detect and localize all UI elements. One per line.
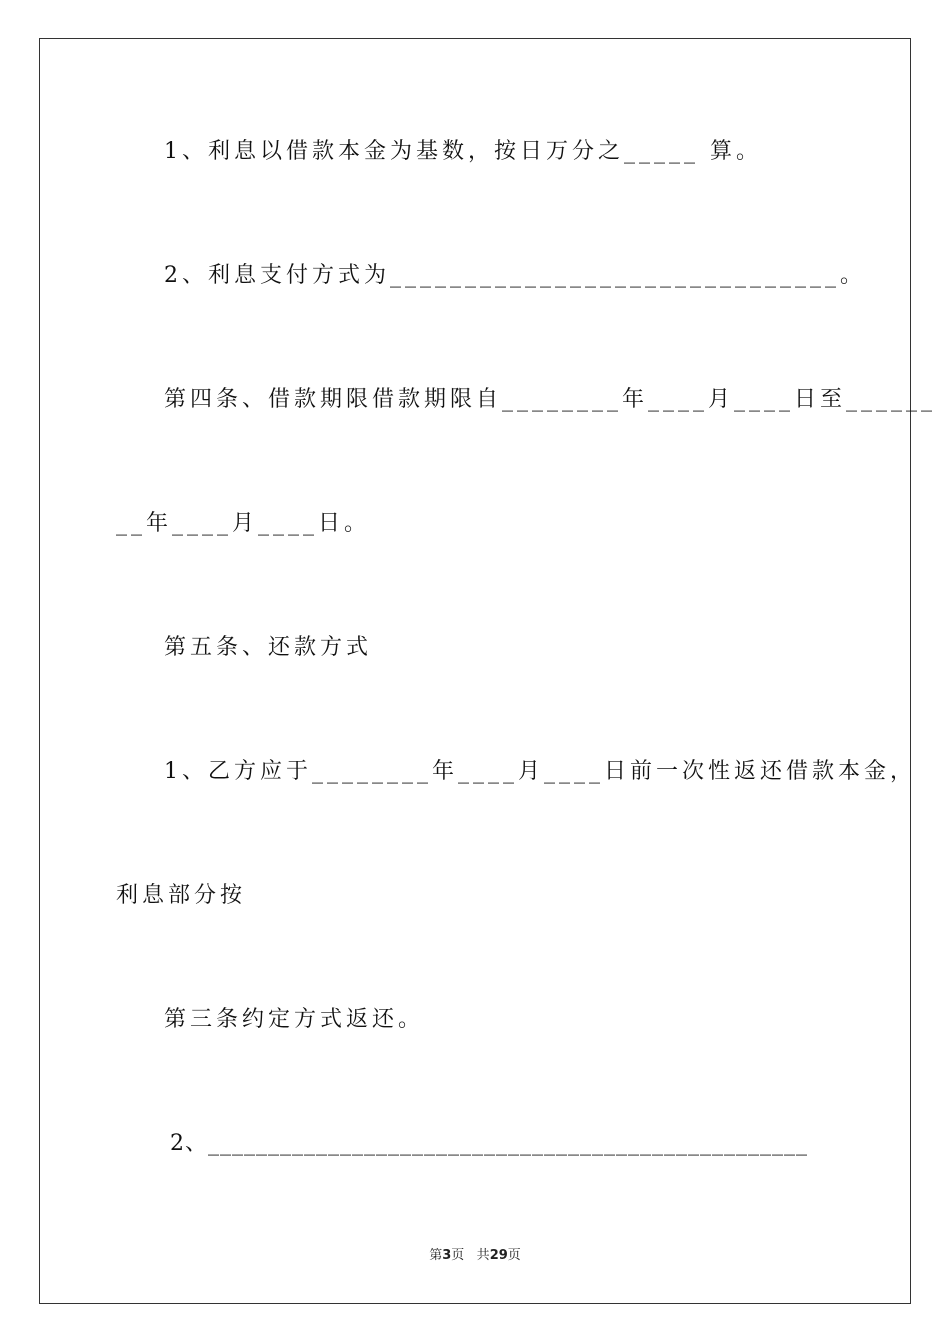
article-four-loan-term: 第四条、借款期限借款期限自________年____月____日至______	[164, 387, 937, 412]
footer-total-suffix: 页	[507, 1248, 521, 1263]
footer-page-prefix: 第	[429, 1248, 443, 1263]
clause-interest-payment: 2、利息支付方式为______________________________。	[164, 263, 866, 288]
clause-repayment-article-three: 第三条约定方式返还。	[164, 1007, 425, 1032]
page-footer	[0, 1248, 950, 1264]
clause-interest-rate: 1、利息以借款本金为基数，按日万分之_____ 算。	[164, 139, 762, 164]
clause-repayment-one-continuation: 利息部分按	[116, 883, 247, 908]
footer-page-number: 3	[442, 1248, 452, 1263]
footer-total-prefix: 共	[476, 1248, 490, 1263]
article-five-heading: 第五条、还款方式	[164, 635, 373, 660]
clause-repayment-one: 1、乙方应于________年____月____日前一次性返还借款本金，	[164, 759, 916, 784]
clause-repayment-two: 2、__________________________________________________	[170, 1131, 808, 1156]
footer-page-suffix: 页	[451, 1248, 465, 1263]
footer-total-pages: 29	[489, 1248, 508, 1263]
article-four-continuation: __年____月____日。	[116, 511, 371, 536]
page-border	[39, 38, 911, 1304]
